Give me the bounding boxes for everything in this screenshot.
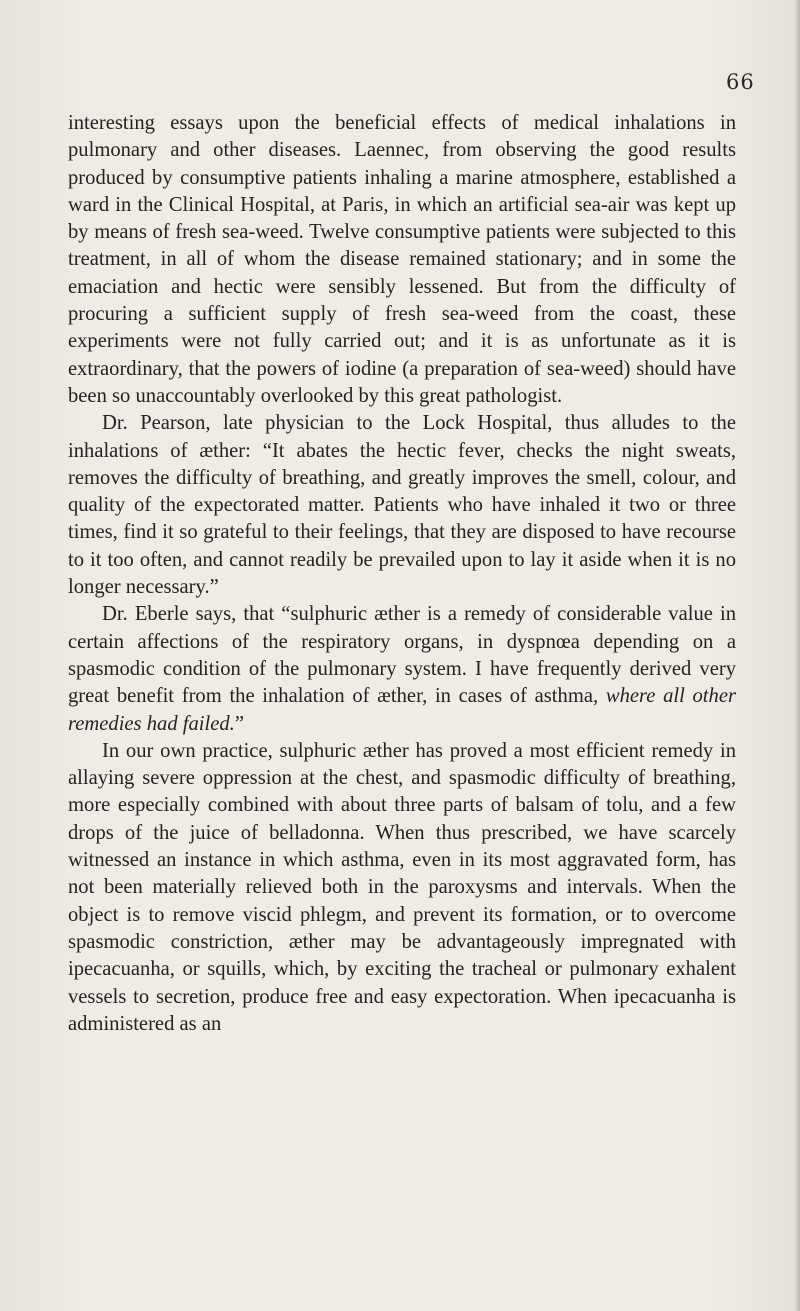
paragraph-eberle-close-quote: ” [234,712,244,735]
page-number: 66 [726,70,755,94]
paragraph-pearson: Dr. Pearson, late physician to the Lock Hospital, thus alludes to the inhalations of æther: “It abates the hectic fever, checks the night sweats, removes the difficulty of breathing, and greatly improves the smell, colour, and quality of the expectorated matter. Patients who have inhaled it two or three times, find it so grateful to their feelings, that they are disposed to have recourse to it too often, and cannot readily be prevailed upon to lay it aside when it is no longer necessary.” [68,412,736,599]
paragraph-laennec: interesting essays upon the beneficial effects of medical inhalations in pulmonary and other diseases. Laennec, from observing the good results produced by consumptive patients inhaling a marine atmosphere, established a ward in the Clinical Hospital, at Paris, in which an artificial sea-air was kept up by means of fresh sea-weed. Twelve consumptive patients were subjected to this treatment, in all of whom the disease remained stationary; and in some the emaciation and hectic were sensibly lessened. But from the difficulty of procuring a sufficient supply of fresh sea-weed from the coast, these experiments were not fully carried out; and it is as unfortunate as it is extraordinary, that the powers of iodine (a preparation of sea-weed) should have been so unaccountably overlooked by this great pathologist. [68,112,736,407]
paragraph-eberle [68,601,736,737]
paragraph-practice: In our own practice, sulphuric æther has proved a most efficient remedy in allaying severe oppression at the chest, and spasmodic difficulty of breathing, more especially combined with about three parts of balsam of tolu, and a few drops of the juice of belladonna. When thus prescribed, we have scarcely witnessed an instance in which asthma, even in its most aggravated form, has not been materially relieved both in the paroxysms and intervals. When the object is to remove viscid phlegm, and prevent its formation, or to overcome spasmodic constriction, æther may be advantageously impregnated with ipecacuanha, or squills, which, by exciting the tracheal or pulmonary exhalent vessels to secretion, produce free and easy expectoration. When ipecacuanha is administered as an [68,739,736,1035]
body-text [68,110,736,1038]
paragraph-eberle-text: Dr. Eberle says, that “sulphuric æther is a remedy of considerable value in certain affections of the respiratory organs, in dyspnœa depending on a spasmodic condition of the pulmonary system. I have frequently derived very great benefit from the inhalation of æther, in cases of asthma, [68,603,736,708]
paragraph-eberle-emphasis: where all other remedies had failed. [68,685,736,735]
page-edge-shadow [794,0,800,1311]
